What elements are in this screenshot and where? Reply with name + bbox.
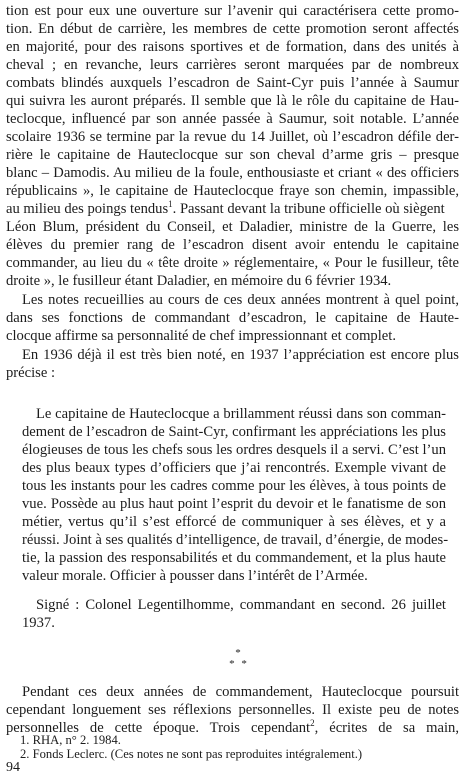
text-line: rière le capitaine de Hauteclocque sur son cheval d’arme gris – presque [6,147,459,163]
text-line: tion. En début de carrière, les membres de cette promotion seront affectés [6,21,459,37]
text-line: Pendant ces deux années de commandement, Hauteclocque poursuit [22,684,459,700]
footnote-ref-2: 2 [310,718,315,729]
page-number: 94 [6,760,20,775]
text-segment: personnelles de cette époque. Trois cependant [6,720,311,736]
footnote-1 [20,733,121,748]
text-line: cheval ; en revanche, leurs carrières seront marquées par de nombreux [6,57,459,73]
star-bottom: * * [229,658,249,670]
text-line: Léon Blum, président du Conseil, et Daladier, ministre de la Guerre, les [6,219,459,235]
quote-line: élogieuses de tous les chefs sous les ordres desquels il a servi. C’est l’un [22,442,446,458]
footnote-2 [20,747,362,762]
text-line: tion est pour eux une ouverture sur l’avenir qui caractérisera cette promo- [6,3,459,19]
text-line: dans ses fonctions de commandant d’escadron, le capitaine de Haute- [6,310,459,326]
text-line: en majorité, pour des raisons sportives et de formation, dans des unités à [6,39,459,55]
footnote-ref-1: 1 [168,199,173,210]
text-segment: . Passant devant la tribune officielle où siègent [172,201,445,217]
text-line: combats blindés auxquels l’escadron de Saint-Cyr puis l’année à Saumur [6,75,459,91]
signature-line: 1937. [22,615,55,631]
text-line: qui suivra les auront préparés. Il semble que là le rôle du capitaine de Hau- [6,93,459,109]
text-line: clocque affirme sa personnalité de chef impressionnant et complet. [6,328,396,344]
footnote-text: RHA, n° 2. 1984. [32,733,121,747]
text-line: cependant longuement ses réflexions personnelles. Il existe peu de notes [6,702,459,718]
text-line: commander, au lieu du « tête droite » réglementaire, « Pour le fusilleur, tête [6,255,459,271]
text-line: blanc – Damodis. Au milieu de la foule, enthousiaste et criant « des officiers [6,165,459,181]
quote-line: valeur morale. Officier à pousser dans l’intérêt de l’Armée. [22,568,368,584]
quote-line: réussi. Joint à ses qualités d’intelligence, de travail, d’énergie, de modes- [22,532,449,548]
text-line-with-footnote [6,200,459,218]
text-line: En 1936 déjà il est très bien noté, en 1937 l’appréciation est encore plus [22,347,459,363]
footnote-text: Fonds Leclerc. (Ces notes ne sont pas reproduites intégralement.) [32,747,363,761]
star-top: * [235,647,243,659]
quote-line: dement de l’escadron de Saint-Cyr, confirmant les appréciations les plus [22,424,446,440]
quote-line: Le capitaine de Hauteclocque a brillamment réussi dans son comman- [36,406,446,422]
text-line: scolaire 1936 se termine par la revue du 14 Juillet, où l’escadron défile der- [6,129,459,145]
quote-line: tie, la passion des responsabilités et du commandement, et la plus haute [22,550,446,566]
section-divider-stars [224,648,254,672]
signature-line: Signé : Colonel Legentilhomme, commandant en second. 26 juillet [36,597,446,613]
text-line: précise : [6,365,56,381]
text-line: élèves du premier rang de l’escadron disent avoir entendu le capitaine [6,237,459,253]
quote-line: métier, vertus qu’il s’est efforcé de communiquer à ses élèves, et y a [22,514,446,530]
text-segment: , écrites de sa main, [314,720,459,736]
text-line: teclocque, influencé par son année passée à Saumur, soit notable. L’année [6,111,459,127]
quote-line: vue. Possède au plus haut point l’esprit du devoir et le fanatisme de son [22,496,446,512]
text-line: républicains », le capitaine de Hauteclocque fraye son chemin, impassible, [6,183,459,199]
quote-line: des plus beaux types d’officiers que j’ai rencontrés. Exemple vivant de [22,460,446,476]
quote-line: tous les instants pour les cadres comme pour les élèves, à tous points de [22,478,446,494]
text-line: droite », le fusilleur étant Daladier, en mémoire du 6 février 1934. [6,273,392,289]
text-line: Les notes recueillies au cours de ces deux années montrent à quel point, [22,292,459,308]
text-segment: au milieu des poings tendus [6,201,169,217]
footnote-number: 2. [20,747,30,761]
footnote-number: 1. [20,733,30,747]
